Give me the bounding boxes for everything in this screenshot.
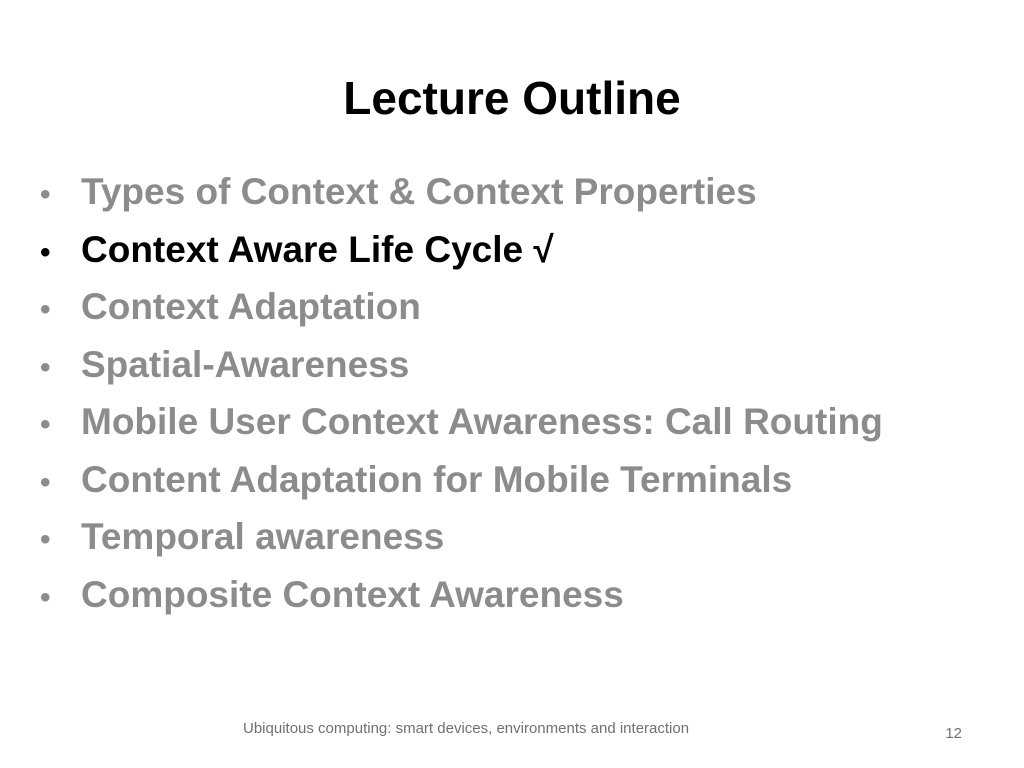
- outline-item-label: Types of Context & Context Properties: [81, 171, 757, 212]
- outline-item: [40, 451, 1000, 509]
- outline-item: [40, 336, 1000, 394]
- bullet-icon: •: [40, 178, 51, 211]
- outline-item-label: Temporal awareness: [81, 516, 445, 557]
- slide-title: Lecture Outline: [343, 72, 681, 124]
- outline-item-label: Spatial-Awareness: [81, 343, 410, 385]
- outline-item: [40, 278, 1000, 336]
- slide-footer: Ubiquitous computing: smart devices, environments and interaction: [243, 720, 690, 737]
- bullet-icon: •: [40, 235, 51, 269]
- outline-item: [40, 393, 1000, 451]
- outline-item-label: Context Adaptation: [81, 286, 421, 327]
- bullet-icon: •: [40, 580, 51, 614]
- outline-item: [40, 508, 1000, 566]
- outline-list: [40, 163, 1000, 623]
- outline-item-label: Context Aware Life Cycle √: [81, 228, 554, 270]
- outline-item-current: [40, 221, 1000, 279]
- page-number: 12: [945, 725, 962, 742]
- outline-item-label: Mobile User Context Awareness: Call Routing: [81, 401, 883, 442]
- bullet-icon: •: [40, 523, 51, 556]
- outline-item-label: Composite Context Awareness: [81, 573, 624, 615]
- bullet-icon: •: [40, 408, 51, 441]
- bullet-icon: •: [40, 465, 51, 499]
- outline-item: [40, 163, 1000, 221]
- outline-item-label: Content Adaptation for Mobile Terminals: [81, 458, 793, 500]
- bullet-icon: •: [40, 293, 51, 326]
- outline-item: [40, 566, 1000, 624]
- bullet-icon: •: [40, 350, 51, 384]
